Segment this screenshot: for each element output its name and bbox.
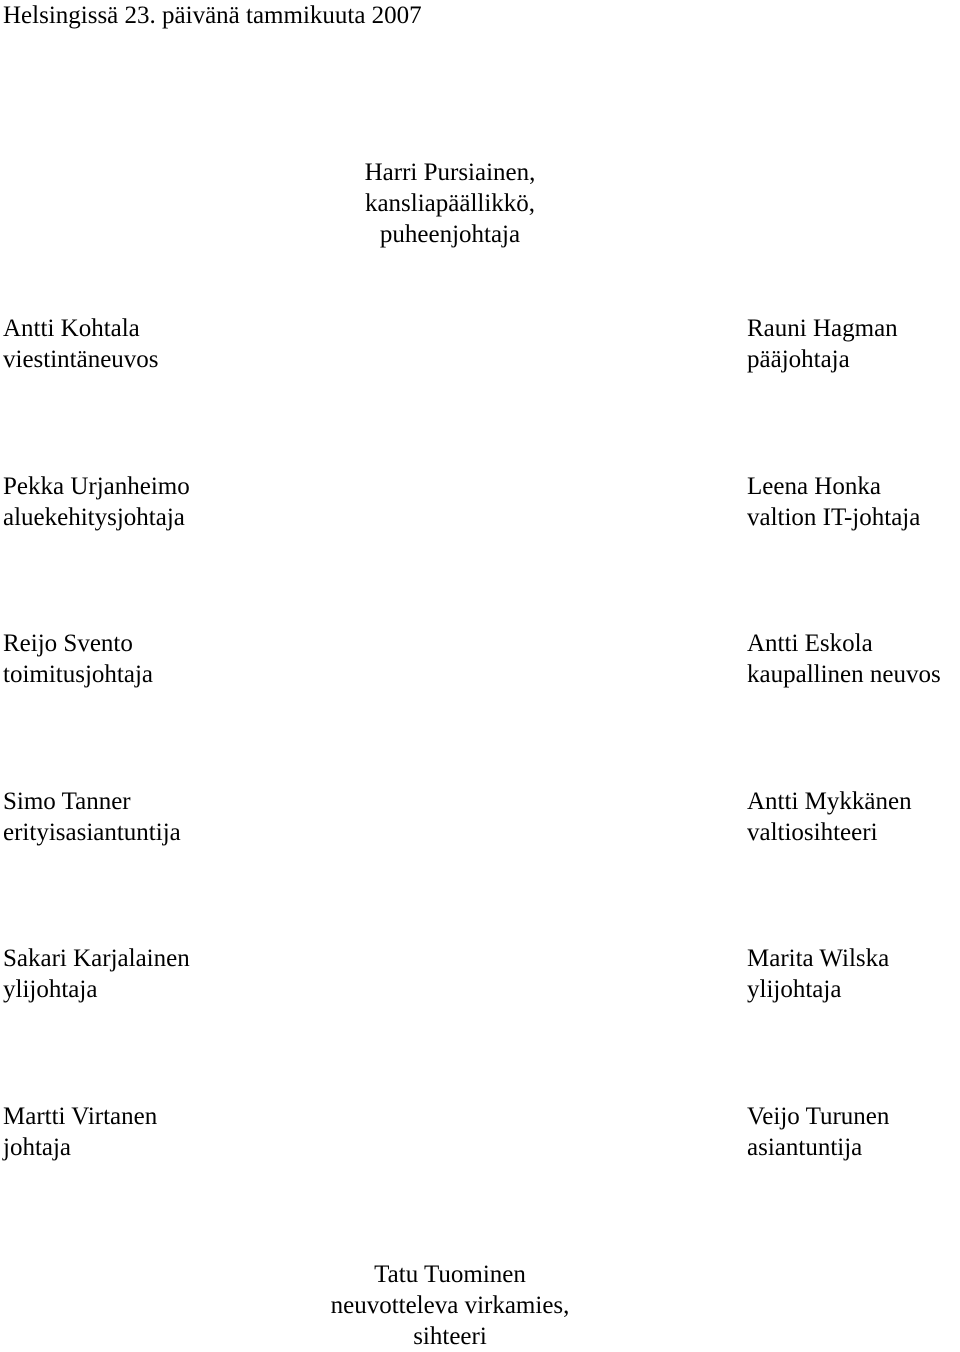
signature-block-right [747, 1101, 889, 1163]
signatory-title: toimitusjohtaja [3, 661, 153, 688]
signature-block-right [747, 786, 912, 848]
place-and-date: Helsingissä 23. päivänä tammikuuta 2007 [3, 2, 422, 29]
signatory-title: erityisasiantuntija [3, 819, 181, 846]
signatory-title: valtion IT-johtaja [747, 504, 921, 531]
chair-name: Harri Pursiainen, [364, 159, 536, 186]
signatory-name: Antti Mykkänen [747, 788, 912, 815]
signatory-name: Pekka Urjanheimo [3, 473, 190, 500]
signatory-name: Marita Wilska [747, 945, 890, 972]
signature-block-left [3, 786, 181, 848]
signatory-name: Leena Honka [747, 473, 881, 500]
signatory-name: Reijo Svento [3, 630, 133, 657]
signatory-title: viestintäneuvos [3, 346, 159, 373]
signatory-name: Simo Tanner [3, 788, 131, 815]
signatory-name: Veijo Turunen [747, 1103, 890, 1130]
chair-signature-block [0, 157, 900, 250]
signatory-title: johtaja [3, 1134, 72, 1161]
signatory-name: Antti Eskola [747, 630, 873, 657]
signatory-title: pääjohtaja [747, 346, 850, 373]
signatory-name: Martti Virtanen [3, 1103, 158, 1130]
signatory-title: aluekehitysjohtaja [3, 504, 185, 531]
signature-block-right [747, 943, 889, 1005]
signatory-title: ylijohtaja [3, 976, 98, 1003]
secretary-role: sihteeri [413, 1323, 487, 1350]
chair-title: kansliapäällikkö, [364, 190, 536, 217]
signature-block-left [3, 471, 190, 533]
signatory-title: asiantuntija [747, 1134, 863, 1161]
secretary-title: neuvotteleva virkamies, [330, 1292, 570, 1319]
signature-block-left [3, 628, 153, 690]
secretary-signature-block [0, 1259, 900, 1352]
signature-block-right [747, 313, 898, 375]
signatory-name: Antti Kohtala [3, 315, 140, 342]
signatory-title: kaupallinen neuvos [747, 661, 941, 688]
signatory-title: valtiosihteeri [747, 819, 878, 846]
signature-block-left [3, 313, 159, 375]
signatory-name: Rauni Hagman [747, 315, 898, 342]
signature-block-right [747, 471, 920, 533]
secretary-name: Tatu Tuominen [374, 1261, 526, 1288]
signature-block-left [3, 943, 190, 1005]
signature-block-right [747, 628, 941, 690]
signatory-name: Sakari Karjalainen [3, 945, 190, 972]
signatory-title: ylijohtaja [747, 976, 842, 1003]
chair-role: puheenjohtaja [379, 221, 521, 248]
signature-block-left [3, 1101, 157, 1163]
